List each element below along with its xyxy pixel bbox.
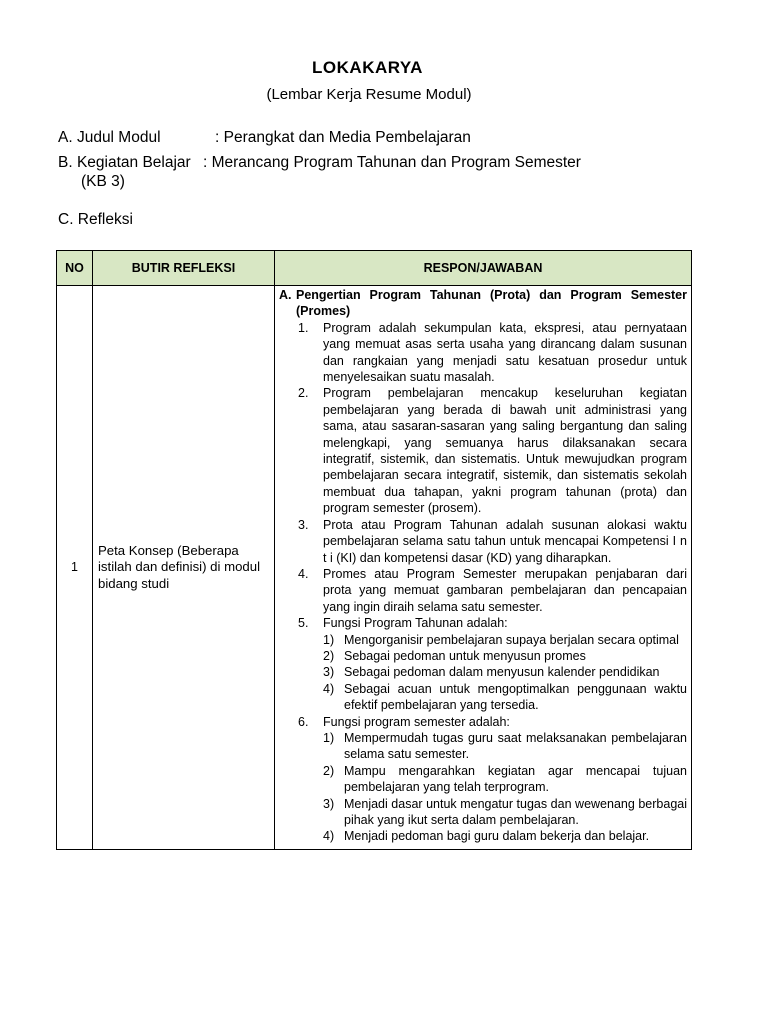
list-item-number: 3.	[298, 517, 309, 532]
sub-item-number: 1)	[323, 730, 335, 745]
table-header-row	[57, 251, 692, 286]
list-item	[298, 566, 687, 615]
list-item	[298, 385, 687, 516]
list-item	[298, 714, 687, 845]
sub-item-text: Sebagai pedoman untuk menyusun promes	[344, 648, 586, 663]
list-item	[298, 320, 687, 386]
header-no: NO	[57, 251, 93, 286]
header-butir-refleksi: BUTIR REFLEKSI	[93, 251, 275, 286]
sub-item-text: Mampu mengarahkan kegiatan agar mencapai tujuan pembelajaran yang telah terprogram.	[344, 763, 687, 795]
sub-item-number: 4)	[323, 829, 335, 844]
section-title: Pengertian Program Tahunan (Prota) dan Program Semester (Promes)	[296, 288, 687, 319]
sub-list-item	[323, 730, 687, 763]
list-item-number: 6.	[298, 714, 309, 729]
page-title: LOKAKARYA	[312, 58, 423, 77]
meta-refleksi-label: C. Refleksi	[58, 211, 133, 228]
list-item-text: Prota atau Program Tahunan adalah susunan alokasi waktu pembelajaran selama satu tahun untuk mencapai Kompetensi I n t i (KI) dan kompetensi dasar (KD) yang diharapkan.	[323, 517, 687, 565]
row-no: 1	[57, 286, 93, 850]
header-respon-jawaban: RESPON/JAWABAN	[275, 251, 692, 286]
sub-item-number: 2)	[323, 763, 335, 778]
list-item-number: 2.	[298, 386, 309, 401]
sub-list	[323, 730, 687, 845]
sub-item-text: Sebagai acuan untuk mengoptimalkan penggunaan waktu efektif pembelajaran yang tersedia.	[344, 681, 687, 713]
sub-list-item	[323, 632, 687, 648]
section-marker: A.	[279, 288, 292, 302]
row-butir: Peta Konsep (Beberapa istilah dan definisi) di modul bidang studi	[93, 286, 275, 850]
sub-list-item	[323, 763, 687, 796]
sub-list	[323, 632, 687, 714]
sub-item-number: 1)	[323, 632, 335, 647]
section-heading	[279, 287, 687, 320]
refleksi-table	[56, 250, 692, 850]
table-row	[57, 286, 692, 850]
page-subtitle: (Lembar Kerja Resume Modul)	[266, 86, 472, 103]
sub-item-number: 3)	[323, 665, 335, 680]
kegiatan-belajar-value-cont: (KB 3)	[81, 173, 125, 190]
row-respon	[275, 286, 692, 850]
list-item-number: 4.	[298, 566, 309, 581]
sub-item-text: Mempermudah tugas guru saat melaksanakan pembelajaran selama satu semester.	[344, 730, 687, 762]
respon-list	[279, 320, 687, 845]
sub-item-text: Mengorganisir pembelajaran supaya berjalan secara optimal	[344, 632, 679, 647]
sub-list-item	[323, 681, 687, 714]
list-item-text: Fungsi program semester adalah:	[323, 714, 510, 729]
sub-item-number: 4)	[323, 681, 335, 696]
sub-item-text: Menjadi dasar untuk mengatur tugas dan wewenang berbagai pihak yang ikut serta dalam pembelajaran.	[344, 796, 687, 827]
sub-list-item	[323, 796, 687, 829]
list-item-number: 5.	[298, 616, 309, 631]
sub-item-text: Menjadi pedoman bagi guru dalam bekerja dan belajar.	[344, 829, 650, 844]
sub-list-item	[323, 828, 687, 844]
sub-list-item	[323, 648, 687, 664]
meta-judul-modul	[58, 128, 471, 147]
judul-modul-value: : Perangkat dan Media Pembelajaran	[215, 129, 471, 146]
sub-item-text: Sebagai pedoman dalam menyusun kalender pendidikan	[344, 665, 660, 680]
sub-item-number: 2)	[323, 648, 335, 663]
list-item	[298, 517, 687, 566]
sub-list-item	[323, 664, 687, 680]
sub-item-number: 3)	[323, 796, 335, 811]
list-item-text: Fungsi Program Tahunan adalah:	[323, 616, 508, 631]
list-item-text: Program pembelajaran mencakup keseluruhan kegiatan pembelajaran yang berada di bawah unit administrasi yang sama, atau sasaran-sasaran yang saling bergantung dan saling melengkapi, yang semuanya harus dilaksanakan secara integratif, sistemik, dan sistematis. Untuk mewujudkan program pembelajaran secara integratif, sistemik, dan sistematis sekolah membuat dua tahapan, yakni program tahunan (prota) dan program semester (prosem).	[323, 386, 687, 516]
meta-kegiatan-belajar	[58, 153, 581, 191]
list-item-number: 1.	[298, 320, 309, 335]
list-item	[298, 615, 687, 713]
list-item-text: Promes atau Program Semester merupakan penjabaran dari prota yang memuat gambaran pembelajaran dan pencapaian yang ingin diraih selama satu semester.	[323, 566, 687, 614]
judul-modul-label: A. Judul Modul	[58, 129, 161, 146]
kegiatan-belajar-value: : Merancang Program Tahunan dan Program Semester	[203, 154, 581, 171]
kegiatan-belajar-label: B. Kegiatan Belajar	[58, 154, 191, 171]
list-item-text: Program adalah sekumpulan kata, ekspresi, atau pernyataan yang memuat asas serta usaha yang dirancang dalam susunan dan rangkaian yang menjadi satu kesatuan prosedur untuk menyelesaikan suatu masalah.	[323, 320, 687, 385]
